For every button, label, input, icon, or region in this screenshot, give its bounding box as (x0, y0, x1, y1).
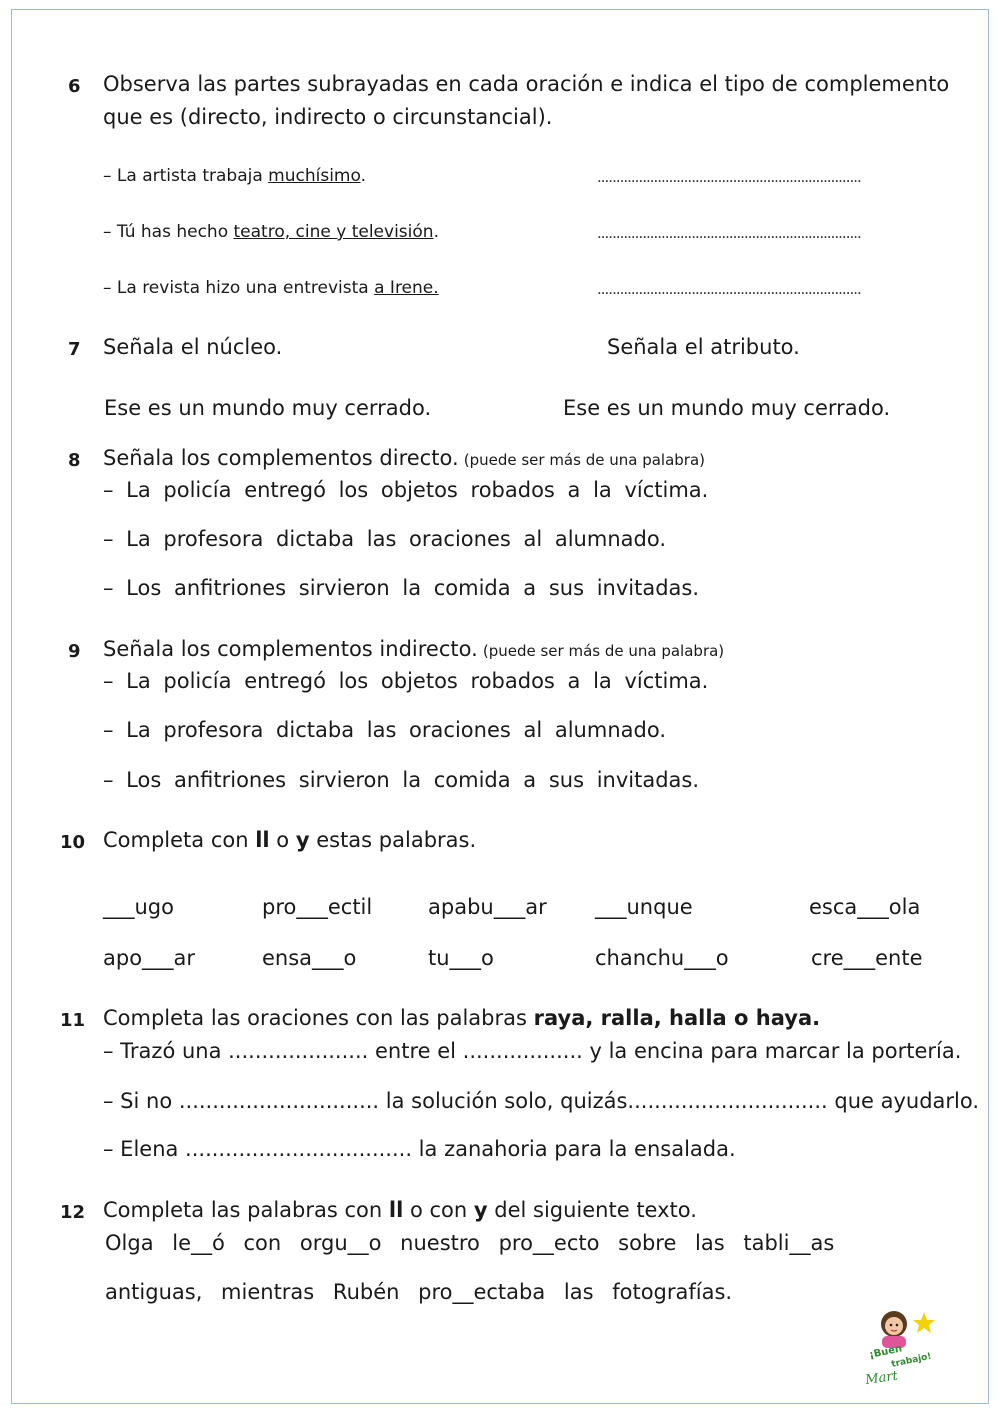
exercise-6-instruction-line1: Observa las partes subrayadas en cada oración e indica el tipo de complemento (103, 72, 950, 96)
exercise-12-number: 12 (60, 1202, 86, 1223)
svg-text:trabajo!: trabajo! (890, 1351, 933, 1370)
svg-text:¡Buen: ¡Buen (868, 1343, 904, 1361)
exercise-9-number: 9 (68, 641, 81, 662)
underlined-part: a Irene. (374, 278, 439, 298)
fill-word[interactable]: apo___ar (103, 946, 196, 970)
exercise-7-instruction-left: Señala el núcleo. (103, 335, 283, 359)
svg-text:Mart: Mart (864, 1368, 899, 1388)
exercise-6-instruction-line2: que es (directo, indirecto o circunstancial). (103, 105, 553, 129)
exercise-6-item-2: – Tú has hecho teatro, cine y televisión. (103, 222, 439, 242)
exercise-7-instruction-right: Señala el atributo. (607, 335, 800, 359)
exercise-6-number: 6 (68, 76, 81, 97)
answer-line[interactable]: ...................................................................... (597, 224, 861, 242)
exercise-8-sentence-1[interactable]: – La policía entregó los objetos robados a la víctima. (103, 478, 709, 502)
exercise-12-instruction: Completa las palabras con ll o con y del siguiente texto. (103, 1198, 697, 1222)
exercise-7-sentence-left[interactable]: Ese es un mundo muy cerrado. (104, 396, 432, 420)
exercise-8-instruction: Señala los complementos directo. (puede ser más de una palabra) (103, 446, 706, 470)
fill-word[interactable]: pro___ectil (262, 895, 373, 919)
exercise-12-text-line-1[interactable]: Olga le__ó con orgu__o nuestro pro__ecto sobre las tabli__as (105, 1231, 835, 1255)
exercise-11-number: 11 (60, 1010, 86, 1031)
exercise-9-sentence-1[interactable]: – La policía entregó los objetos robados a la víctima. (103, 669, 709, 693)
exercise-9-sentence-2[interactable]: – La profesora dictaba las oraciones al alumnado. (103, 718, 666, 742)
fill-word[interactable]: apabu___ar (428, 895, 547, 919)
exercise-7-number: 7 (68, 339, 81, 360)
fill-word[interactable]: tu___o (428, 946, 494, 970)
page-border (11, 9, 989, 1404)
exercise-11-sentence-3[interactable]: – Elena .................................. la zanahoria para la ensalada. (103, 1137, 736, 1161)
exercise-11-sentence-2[interactable]: – Si no .............................. la solución solo, quizás.............................. que ayudarlo. (103, 1089, 980, 1113)
exercise-8-number: 8 (68, 450, 81, 471)
exercise-10-number: 10 (60, 832, 86, 853)
exercise-10-instruction: Completa con ll o y estas palabras. (103, 828, 477, 852)
fill-word[interactable]: ___unque (595, 895, 693, 919)
fill-word[interactable]: esca___ola (809, 895, 921, 919)
teacher-stamp-logo (862, 1302, 942, 1394)
exercise-12-text-line-2[interactable]: antiguas, mientras Rubén pro__ectaba las fotografías. (105, 1280, 733, 1304)
underlined-part: teatro, cine y televisión (233, 222, 434, 242)
exercise-11-instruction: Completa las oraciones con las palabras raya, ralla, halla o haya. (103, 1006, 821, 1030)
fill-word[interactable]: ___ugo (103, 895, 174, 919)
exercise-9-instruction: Señala los complementos indirecto. (puede ser más de una palabra) (103, 637, 725, 661)
exercise-8-sentence-2[interactable]: – La profesora dictaba las oraciones al alumnado. (103, 527, 666, 551)
exercise-6-item-1: – La artista trabaja muchísimo. (103, 166, 366, 186)
exercise-9-sentence-3[interactable]: – Los anfitriones sirvieron la comida a sus invitadas. (103, 768, 700, 792)
exercise-11-sentence-1[interactable]: – Trazó una ..................... entre el .................. y la encina para marcar la portería. (103, 1039, 962, 1063)
fill-word[interactable]: chanchu___o (595, 946, 729, 970)
answer-line[interactable]: ...................................................................... (597, 280, 861, 298)
fill-word[interactable]: ensa___o (262, 946, 357, 970)
answer-line[interactable]: ...................................................................... (597, 168, 861, 186)
fill-word[interactable]: cre___ente (811, 946, 923, 970)
exercise-8-sentence-3[interactable]: – Los anfitriones sirvieron la comida a sus invitadas. (103, 576, 700, 600)
underlined-part: muchísimo (268, 166, 361, 186)
exercise-7-sentence-right[interactable]: Ese es un mundo muy cerrado. (563, 396, 891, 420)
exercise-6-item-3: – La revista hizo una entrevista a Irene. (103, 278, 439, 298)
